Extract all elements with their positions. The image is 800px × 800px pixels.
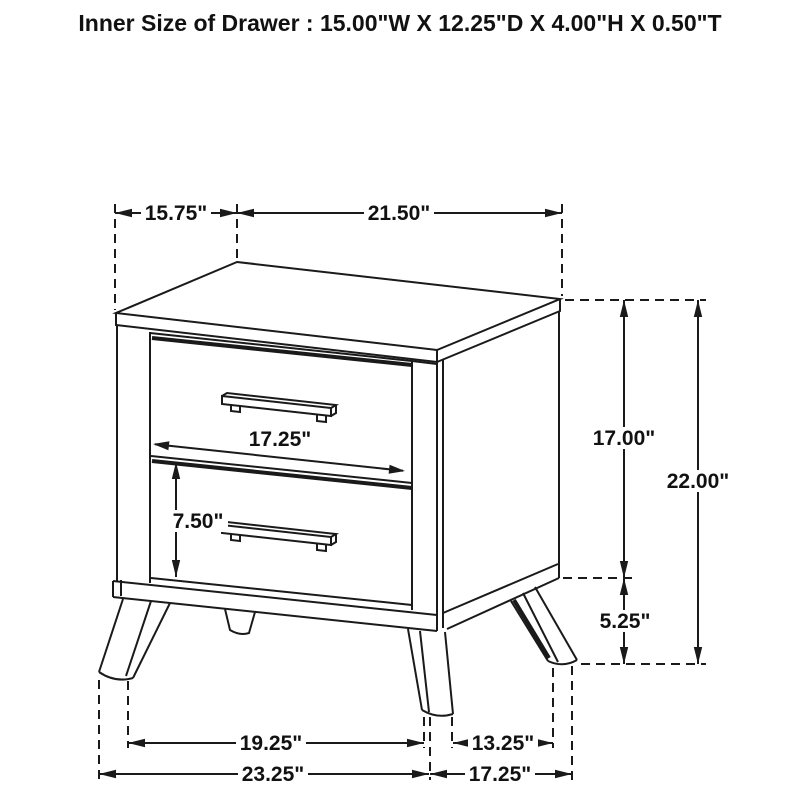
upper-drawer-handle bbox=[222, 393, 336, 422]
drawer-divider-line bbox=[151, 456, 412, 483]
dim-front-leg-spacing-label: 19.25" bbox=[239, 732, 303, 755]
dim-drawer-width-arrow-right bbox=[389, 465, 405, 474]
dim-drawer-width-label: 17.25" bbox=[248, 428, 312, 451]
lower-drawer-handle bbox=[222, 522, 336, 551]
front-right-leg bbox=[408, 629, 453, 716]
dim-drawer-width-arrow-left bbox=[153, 441, 169, 450]
dim-case-height-label: 17.00" bbox=[592, 427, 656, 450]
dim-top-width-label: 21.50" bbox=[367, 202, 431, 225]
dim-base-width-label: 23.25" bbox=[241, 763, 305, 786]
nightstand-drawing bbox=[99, 262, 577, 716]
lower-drawer-bottom-edge bbox=[151, 578, 412, 605]
diagram-title: Inner Size of Drawer : 15.00"W X 12.25"D X 4.00"H X 0.50"T bbox=[78, 10, 722, 36]
extension-lines bbox=[99, 204, 706, 780]
top-gap-line bbox=[150, 333, 437, 364]
dim-leg-height-label: 5.25" bbox=[599, 610, 651, 633]
front-left-leg bbox=[99, 599, 170, 680]
dim-overall-height-label: 22.00" bbox=[666, 470, 730, 493]
drawer-divider-shadow bbox=[152, 461, 412, 488]
tabletop-right-edge bbox=[437, 299, 560, 362]
dim-base-depth-label: 17.25" bbox=[468, 763, 532, 786]
dim-drawer-height-label: 7.50" bbox=[172, 510, 224, 533]
rear-right-leg bbox=[511, 587, 577, 664]
dim-top-depth-label: 15.75" bbox=[144, 202, 208, 225]
dimension-lines bbox=[99, 213, 698, 774]
front-rail-top bbox=[113, 581, 437, 615]
rear-left-leg bbox=[225, 609, 255, 634]
dim-side-leg-spacing-label: 13.25" bbox=[471, 732, 535, 755]
